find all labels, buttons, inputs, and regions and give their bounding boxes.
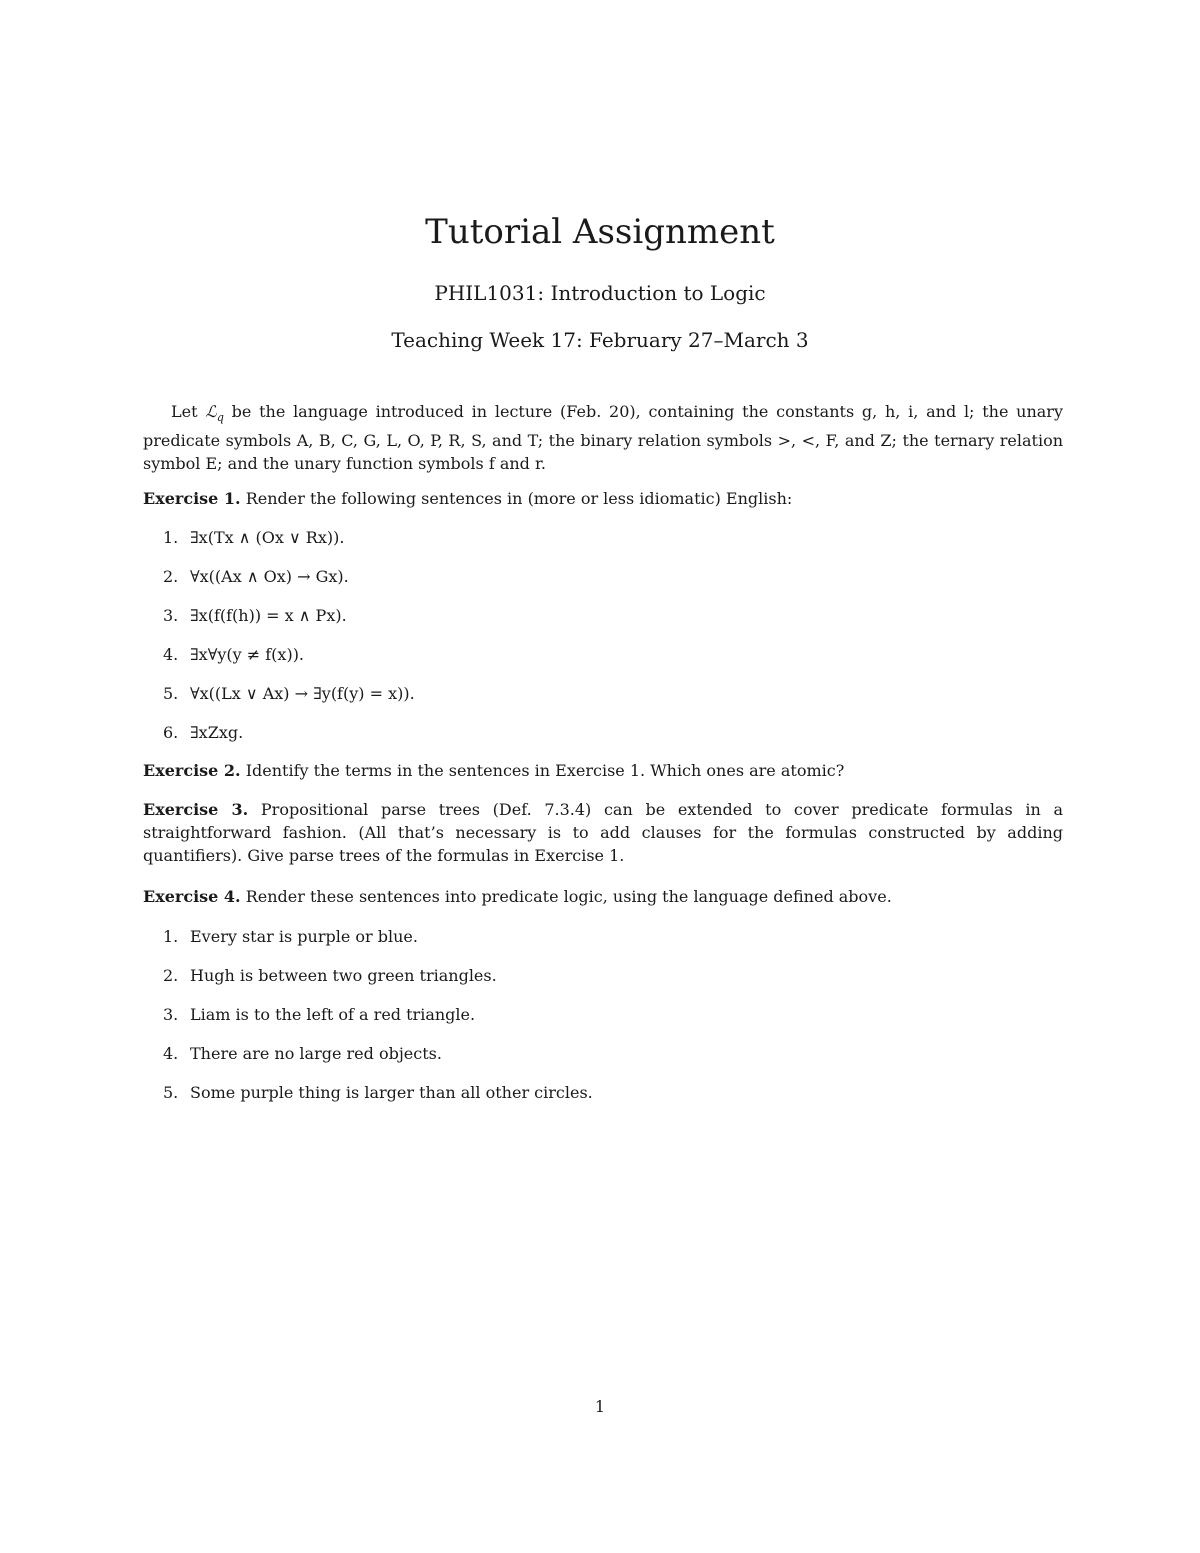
exercise-4-text: Render these sentences into predicate logic, using the language defined above. xyxy=(245,887,892,906)
exercise-4-list xyxy=(163,925,1063,1120)
list-item: 4. There are no large red objects. xyxy=(163,1044,442,1063)
exercise-1-label: Exercise 1. xyxy=(143,489,241,508)
exercise-2-label: Exercise 2. xyxy=(143,761,241,780)
exercise-3-text: Propositional parse trees (Def. 7.3.4) can be extended to cover predicate formulas in a straightforward fashion. (All that’s necessary is to add clauses for the formulas constructed by adding quantifiers). Give parse trees of the formulas in Exercise 1. xyxy=(143,800,1063,865)
intro-text: be the language introduced in lecture (Feb. 20), containing the constants g, h, i, and l; the unary predicate symbols A, B, C, G, L, O, P, R, S, and T; the binary relation symbols >, <, F, and Z; the ternary relation symbol E; and the unary function symbols f and r. xyxy=(143,402,1063,474)
exercise-4-label: Exercise 4. xyxy=(143,887,241,906)
list-item: 5. ∀x((Lx ∨ Ax) → ∃y(f(y) = x)). xyxy=(163,684,415,703)
list-item: 4. ∃x∀y(y ≠ f(x)). xyxy=(163,645,305,664)
list-item: 1. ∃x(Tx ∧ (Ox ∨ Rx)). xyxy=(163,528,345,547)
list-item: 5. Some purple thing is larger than all other circles. xyxy=(163,1083,593,1102)
exercise-3 xyxy=(143,798,1063,867)
exercise-2-text: Identify the terms in the sentences in Exercise 1. Which ones are atomic? xyxy=(245,761,845,780)
list-item: 2. Hugh is between two green triangles. xyxy=(163,966,497,985)
exercise-1 xyxy=(143,487,1063,510)
intro-paragraph xyxy=(143,400,1063,475)
exercise-2 xyxy=(143,759,1063,782)
exercise-1-text: Render the following sentences in (more or less idiomatic) English: xyxy=(245,489,793,508)
exercise-1-list xyxy=(163,526,1063,760)
list-item: 2. ∀x((Ax ∧ Ox) → Gx). xyxy=(163,567,349,586)
document-title: Tutorial Assignment xyxy=(425,212,775,252)
exercise-4 xyxy=(143,885,1063,908)
list-item: 1. Every star is purple or blue. xyxy=(163,927,418,946)
course-subtitle: PHIL1031: Introduction to Logic xyxy=(434,281,766,305)
list-item: 3. Liam is to the left of a red triangle. xyxy=(163,1005,476,1024)
week-subtitle: Teaching Week 17: February 27–March 3 xyxy=(391,328,809,352)
language-symbol: ℒ$_q$ xyxy=(205,402,224,425)
exercise-3-label: Exercise 3. xyxy=(143,800,249,819)
list-item: 3. ∃x(f(f(h)) = x ∧ Px). xyxy=(163,606,347,625)
intro-lead: Let xyxy=(171,402,198,421)
list-item: 6. ∃xZxg. xyxy=(163,723,244,742)
page-number: 1 xyxy=(594,1397,606,1416)
